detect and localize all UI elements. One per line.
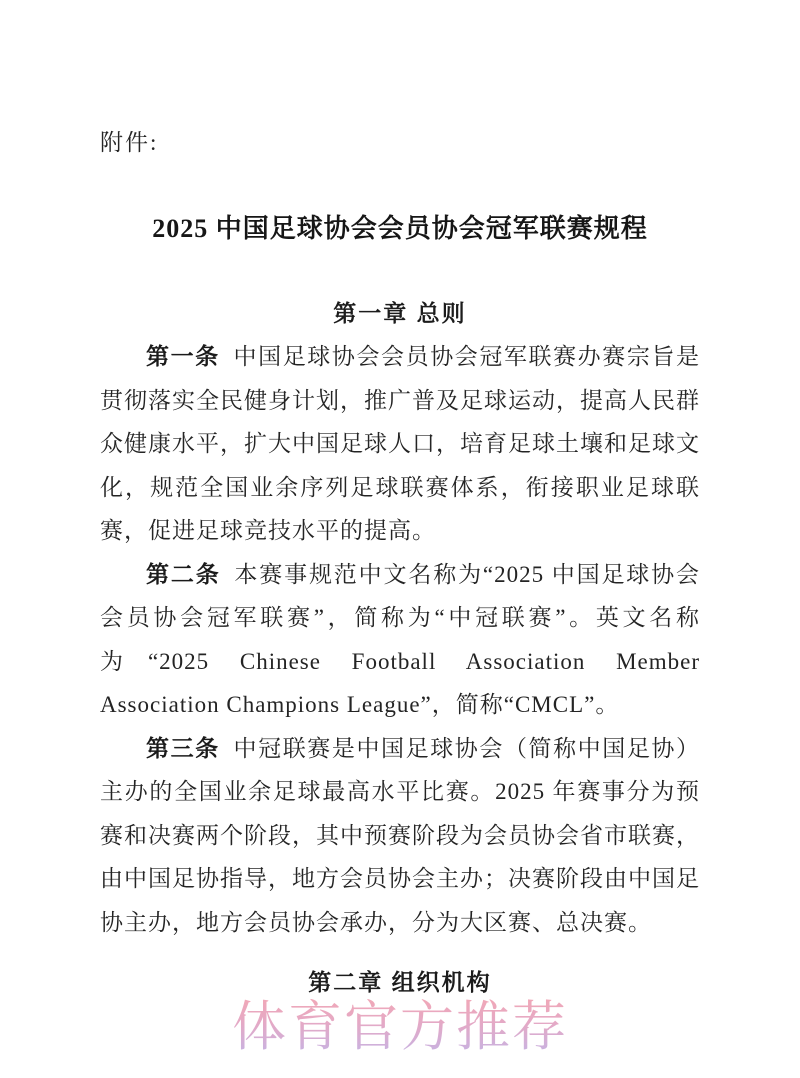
attachment-label: 附件: bbox=[100, 130, 159, 155]
article-3-text: 中冠联赛是中国足球协会（简称中国足协）主办的全国业余足球最高水平比赛。2025 年赛事分为预赛和决赛两个阶段，其中预赛阶段为会员协会省市联赛，由中国足协指导，地方会员协会主办；决赛阶段由中国足协主办，地方会员协会承办，分为大区赛、总决赛。 bbox=[100, 735, 701, 935]
article-3-number: 第三条 bbox=[146, 735, 220, 761]
chapter-1-heading: 第一章 总则 bbox=[333, 300, 467, 326]
article-1-paragraph bbox=[100, 335, 700, 553]
article-2-text: 本赛事规范中文名称为“2025 中国足球协会会员协会冠军联赛”，简称为“中冠联赛”。英文名称为“2025 Chinese Football Association Member Association Champions League”，简称“CMCL”。 bbox=[100, 561, 701, 717]
article-1-number: 第一条 bbox=[146, 344, 220, 369]
chapter-1-body bbox=[100, 335, 700, 944]
article-2-number: 第二条 bbox=[146, 561, 221, 587]
watermark-text: 体育官方推荐 bbox=[232, 997, 568, 1057]
chapter-2-heading: 第二章 组织机构 bbox=[308, 969, 492, 995]
document-title: 2025 中国足球协会会员协会冠军联赛规程 bbox=[152, 214, 648, 243]
article-3-paragraph bbox=[100, 727, 700, 945]
article-2-paragraph bbox=[100, 553, 700, 727]
article-1-text: 中国足球协会会员协会冠军联赛办赛宗旨是贯彻落实全民健身计划，推广普及足球运动，提高人民群众健康水平，扩大中国足球人口，培育足球土壤和足球文化，规范全国业余序列足球联赛体系，衔接职业足球联赛，促进足球竞技水平的提高。 bbox=[100, 344, 701, 543]
